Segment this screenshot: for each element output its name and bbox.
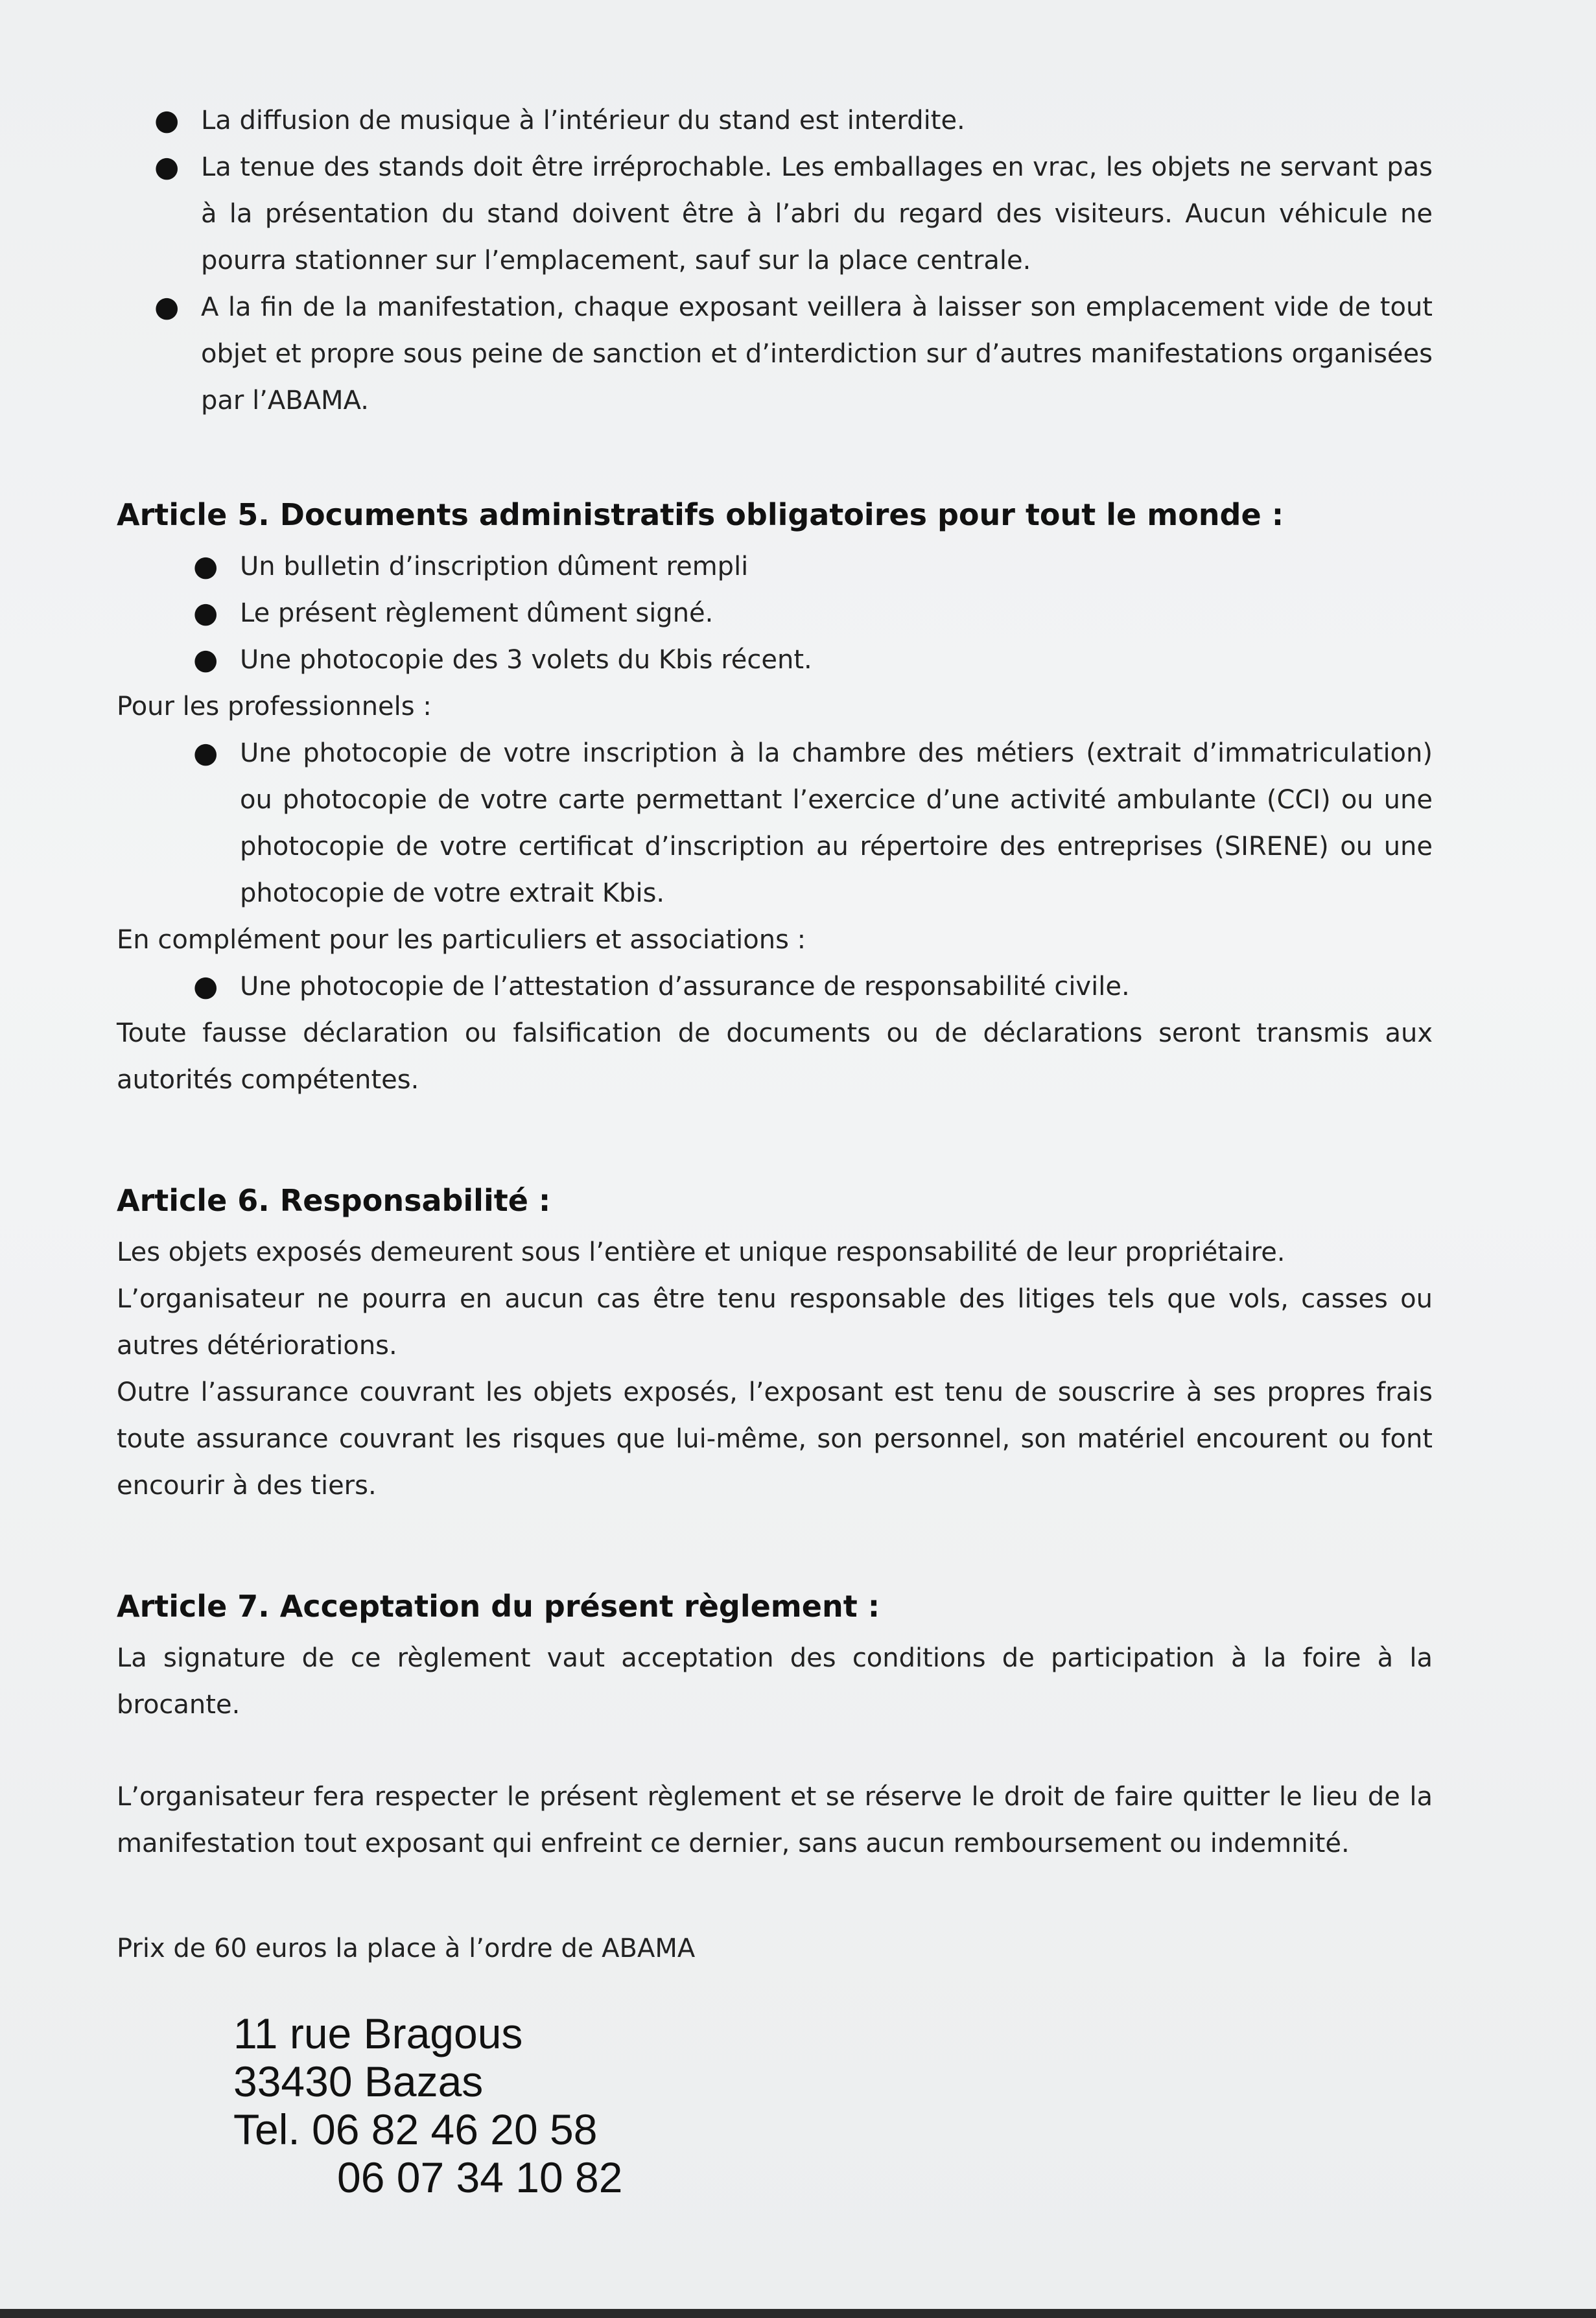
document-page: [117, 97, 1433, 1972]
article7-text: La signature de ce règlement vaut acceptation des conditions de participation à la foire à la brocante.: [117, 1643, 1433, 1720]
pro-label: Pour les professionnels :: [117, 692, 432, 721]
article7-rules-text: L’organisateur fera respecter le présent règlement et se réserve le droit de faire quitter le lieu de la manifestation tout exposant qui enfreint ce dernier, sans aucun remboursement ou indemnité.: [117, 1782, 1433, 1858]
article6-line: L’organisateur ne pourra en aucun cas être tenu responsable des litiges tels que vols, casses ou autres détériorations.: [117, 1284, 1433, 1361]
article7-title: Article 7. Acceptation du présent règlement :: [117, 1589, 880, 1624]
article6-title: Article 6. Responsabilité :: [117, 1183, 551, 1218]
bullet-icon: ●: [193, 550, 218, 583]
list-item: ● Une photocopie de l’attestation d’assurance de responsabilité civile.: [188, 963, 1433, 1010]
address-street: 11 rue Bragous: [233, 2009, 523, 2057]
list-item: ● A la fin de la manifestation, chaque exposant veillera à laisser son emplacement vide de tout objet et propre sous peine de sanction et d’interdiction sur d’autres manifestations organisées par l’ABAMA.: [149, 284, 1433, 424]
complement-label: En complément pour les particuliers et associations :: [117, 925, 806, 955]
phone-1: Tel. 06 82 46 20 58: [233, 2105, 598, 2153]
bullet-icon: ●: [154, 104, 180, 137]
article6-line: Les objets exposés demeurent sous l’entière et unique responsabilité de leur propriétaire.: [117, 1237, 1285, 1267]
article5-list: [188, 543, 1433, 683]
article6-line: Outre l’assurance couvrant les objets exposés, l’exposant est tenu de souscrire à ses propres frais toute assurance couvrant les risques que lui-même, son personnel, son matériel encourent ou font encourir à des tiers.: [117, 1377, 1433, 1501]
list-item: ● La diffusion de musique à l’intérieur du stand est interdite.: [149, 97, 1433, 144]
article5-note: Toute fausse déclaration ou falsification de documents ou de déclarations seront transmis aux autorités compétentes.: [117, 1018, 1433, 1095]
bullet-icon: ●: [193, 596, 218, 629]
address-city: 33430 Bazas: [233, 2057, 484, 2105]
list-item: ● Une photocopie des 3 volets du Kbis récent.: [188, 637, 1433, 683]
list-item: ● Un bulletin d’inscription dûment rempli: [188, 543, 1433, 590]
address-block: [233, 2009, 622, 2201]
list-item: ● Le présent règlement dûment signé.: [188, 590, 1433, 637]
bullet-icon: ●: [154, 150, 180, 183]
pro-list: [188, 730, 1433, 917]
price-text: Prix de 60 euros la place à l’ordre de ABAMA: [117, 1934, 696, 1963]
phone-2: 06 07 34 10 82: [337, 2153, 623, 2201]
list-item: ● Une photocopie de votre inscription à la chambre des métiers (extrait d’immatriculation) ou photocopie de votre carte permettant l’exercice d’une activité ambulante (CCI) ou une photocopie de votre certificat d’inscription au répertoire des entreprises (SIRENE) ou une photocopie de votre extrait Kbis.: [188, 730, 1433, 917]
complement-list: [188, 963, 1433, 1010]
bullet-icon: ●: [193, 736, 218, 769]
list-item: ● La tenue des stands doit être irréprochable. Les emballages en vrac, les objets ne servant pas à la présentation du stand doivent être à l’abri du regard des visiteurs. Aucun véhicule ne pourra stationner sur l’emplacement, sauf sur la place centrale.: [149, 144, 1433, 284]
top-bullet-list: [149, 97, 1433, 424]
page-edge: [0, 2309, 1596, 2318]
bullet-icon: ●: [154, 290, 180, 323]
bullet-icon: ●: [193, 970, 218, 1003]
bullet-icon: ●: [193, 643, 218, 676]
article5-title: Article 5. Documents administratifs obligatoires pour tout le monde :: [117, 497, 1284, 532]
